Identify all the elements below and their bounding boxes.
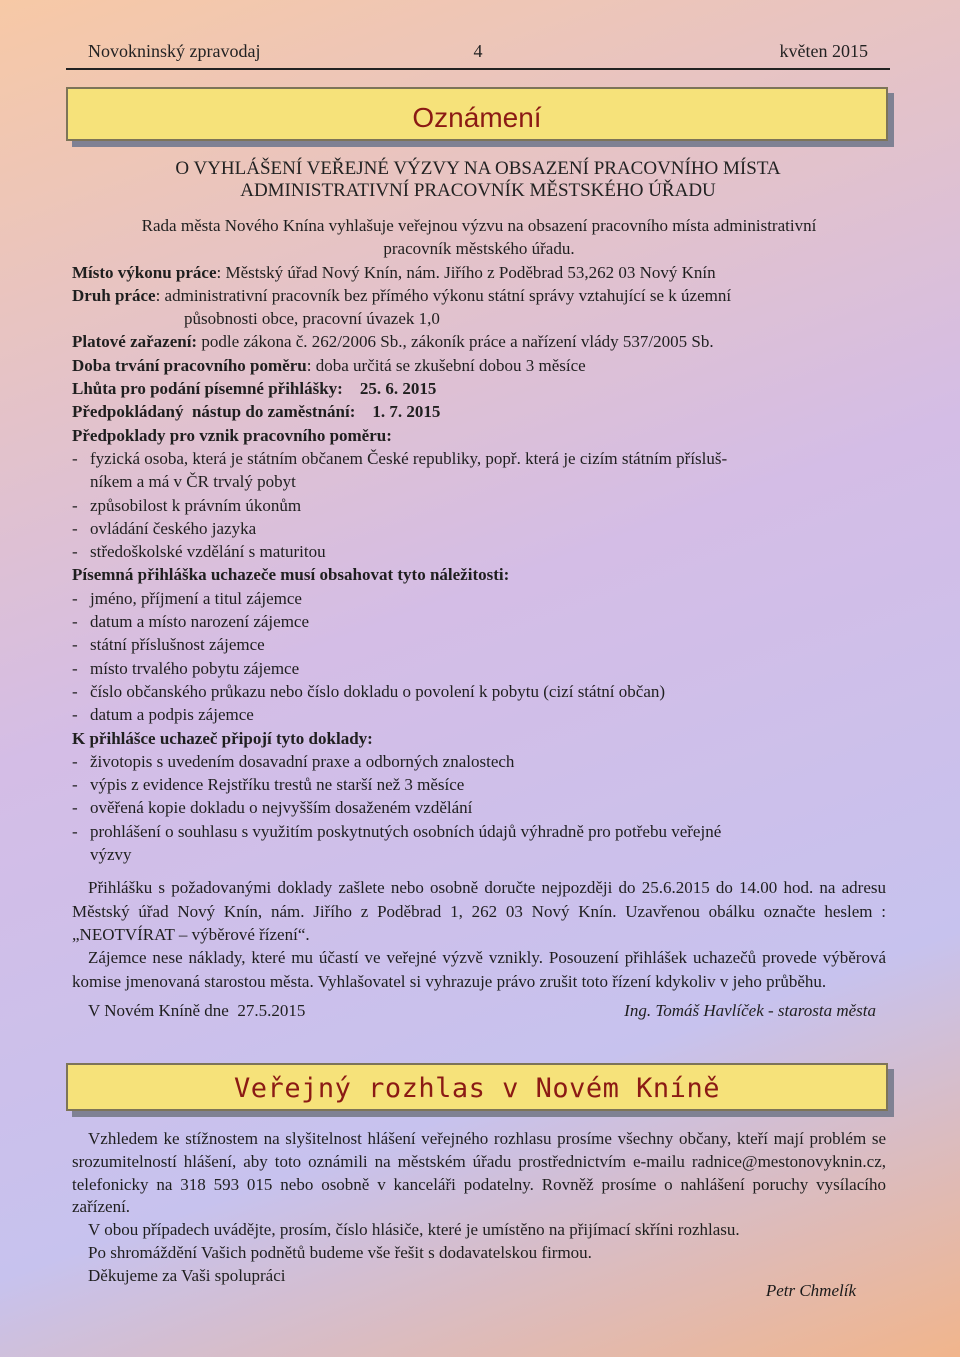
list-item: - datum a místo narození zájemce [72,612,310,632]
issue-date: květen 2015 [779,41,868,61]
list-item: - místo trvalého pobytu zájemce [72,658,300,678]
list-item: - státní příslušnost zájemce [72,635,265,655]
signature: Ing. Tomáš Havlíček - starosta města [624,1000,876,1020]
intro-line-1: Rada města Nového Knína vyhlašuje veřejnou výzvu na obsazení pracovního místa administrativní [141,216,817,235]
intro-line-2: pracovník městského úřadu. [383,239,575,259]
list-item: - fyzická osoba, která je státním občanem České republiky, popř. která je cizím státním přísluš- [72,447,886,470]
work-type [72,284,886,307]
work-place [72,261,886,284]
list-item-cont: níkem a má v ČR trvalý pobyt [90,472,296,492]
list-dash: - [72,448,78,468]
list-item: - výpis z evidence Rejstříku trestů ne starší než 3 měsíce [72,775,465,795]
radio-paragraph-1: Vzhledem ke stížnostem na slyšitelnost hlášení veřejného rozhlasu prosíme všechny občany, kteří mají problém se srozumitelností hlášení, aby toto oznámili na městském úřadu prostřednictvím e-mailu radnice@mestonovyknin.cz, telefonicky na 318 593 015 nebo osobně v kanceláři podatelny. Rovněž prosíme o nahlášení poruchy vysílacího zařízení. [72,1129,886,1217]
prerequisites-heading: Předpoklady pro vznik pracovního poměru: [72,425,392,445]
list-item: - jméno, příjmení a titul zájemce [72,588,302,608]
list-item: - ovládání českého jazyka [72,518,257,538]
radio-paragraph-3: Po shromáždění Vašich podnětů budeme vše řešit s dodavatelskou firmou. [88,1242,592,1262]
publication-name: Novokninský zpravodaj [88,41,261,61]
work-place-value: : Městský úřad Nový Knín, nám. Jiřího z Poděbrad 53,262 03 Nový Knín [216,262,716,282]
duration-label: Doba trvání pracovního poměru [72,355,307,375]
list-item: - středoškolské vzdělání s maturitou [72,542,326,562]
duration-value: : doba určitá se zkušební dobou 3 měsíce [306,355,586,375]
list-item: - číslo občanského průkazu nebo číslo dokladu o povolení k pobytu (cizí státní občan) [72,681,666,701]
work-place-label: Místo výkonu práce [72,262,217,282]
list-item: - prohlášení o souhlasu s využitím poskytnutých osobních údajů výhradně pro potřebu veřejné [72,821,722,841]
title-line-1: O VYHLÁŠENÍ VEŘEJNÉ VÝZVY NA OBSAZENÍ PRACOVNÍHO MÍSTA [175,158,781,179]
place-date: V Novém Kníně dne 27.5.2015 [88,1000,306,1020]
page-number: 4 [473,41,483,61]
work-type-cont: působnosti obce, pracovní úvazek 1,0 [184,309,440,329]
list-item: - životopis s uvedením dosavadní praxe a odborných znalostech [72,751,515,771]
work-type-label: Druh práce [72,285,156,305]
costs-paragraph: Zájemce nese náklady, které mu účastí ve veřejné výzvě vznikly. Posouzení přihlášek uchazečů provede výběrová komise jmenovaná starostou města. Vyhlašovatel si vyhrazuje právo zrušit toto řízení kdykoliv v jeho průběhu. [72,948,886,991]
submission-paragraph: Přihlášku s požadovanými doklady zašlete nebo osobně doručte nejpozději do 25.6.2015 do 14.00 hod. na adresu Městský úřad Nový Knín, nám. Jiřího z Poděbrad 1, 262 03 Nový Knín. Uzavřenou obálku označte heslem : „NEOTVÍRAT – výběrové řízení“. [72,878,886,944]
title-line-2: ADMINISTRATIVNÍ PRACOVNÍK MĚSTSKÉHO ÚŘADU [240,180,716,201]
duration [72,354,886,377]
radio-author: Petr Chmelík [765,1281,856,1300]
salary-value: podle zákona č. 262/2006 Sb., zákoník práce a nařízení vlády 537/2005 Sb. [197,332,714,352]
list-item: - ověřená kopie dokladu o nejvyšším dosaženém vzdělání [72,798,473,818]
radio-paragraph-2: V obou případech uvádějte, prosím, číslo hlásiče, které je umístěno na přijímací skříni rozhlasu. [88,1220,740,1240]
radio-body [72,1128,886,1288]
signature-row [72,993,886,1027]
list-item: - datum a podpis zájemce [72,705,254,725]
announcement-title [70,158,886,202]
application-deadline: Lhůta pro podání písemné přihlášky: 25. 6. 2015 [72,379,437,399]
announcement-body [72,214,886,1027]
salary [72,330,886,353]
expected-start: Předpokládaný nástup do zaměstnání: 1. 7. 2015 [72,402,441,422]
list-item-cont: výzvy [90,845,132,865]
work-type-value: : administrativní pracovník bez přímého výkonu státní správy vztahující se k územní [155,285,732,305]
application-heading: Písemná přihláška uchazeče musí obsahovat tyto náležitosti: [72,565,510,585]
page-header [66,41,890,67]
documents-heading: K přihlášce uchazeč připojí tyto doklady: [72,728,373,748]
radio-banner: Veřejný rozhlas v Novém Kníně [66,1063,888,1111]
header-divider [66,68,890,70]
radio-paragraph-4: Děkujeme za Vaši spolupráci [88,1265,286,1285]
salary-label: Platové zařazení: [72,332,198,352]
announcement-banner: Oznámení [66,87,888,141]
list-item: - způsobilost k právním úkonům [72,495,302,515]
